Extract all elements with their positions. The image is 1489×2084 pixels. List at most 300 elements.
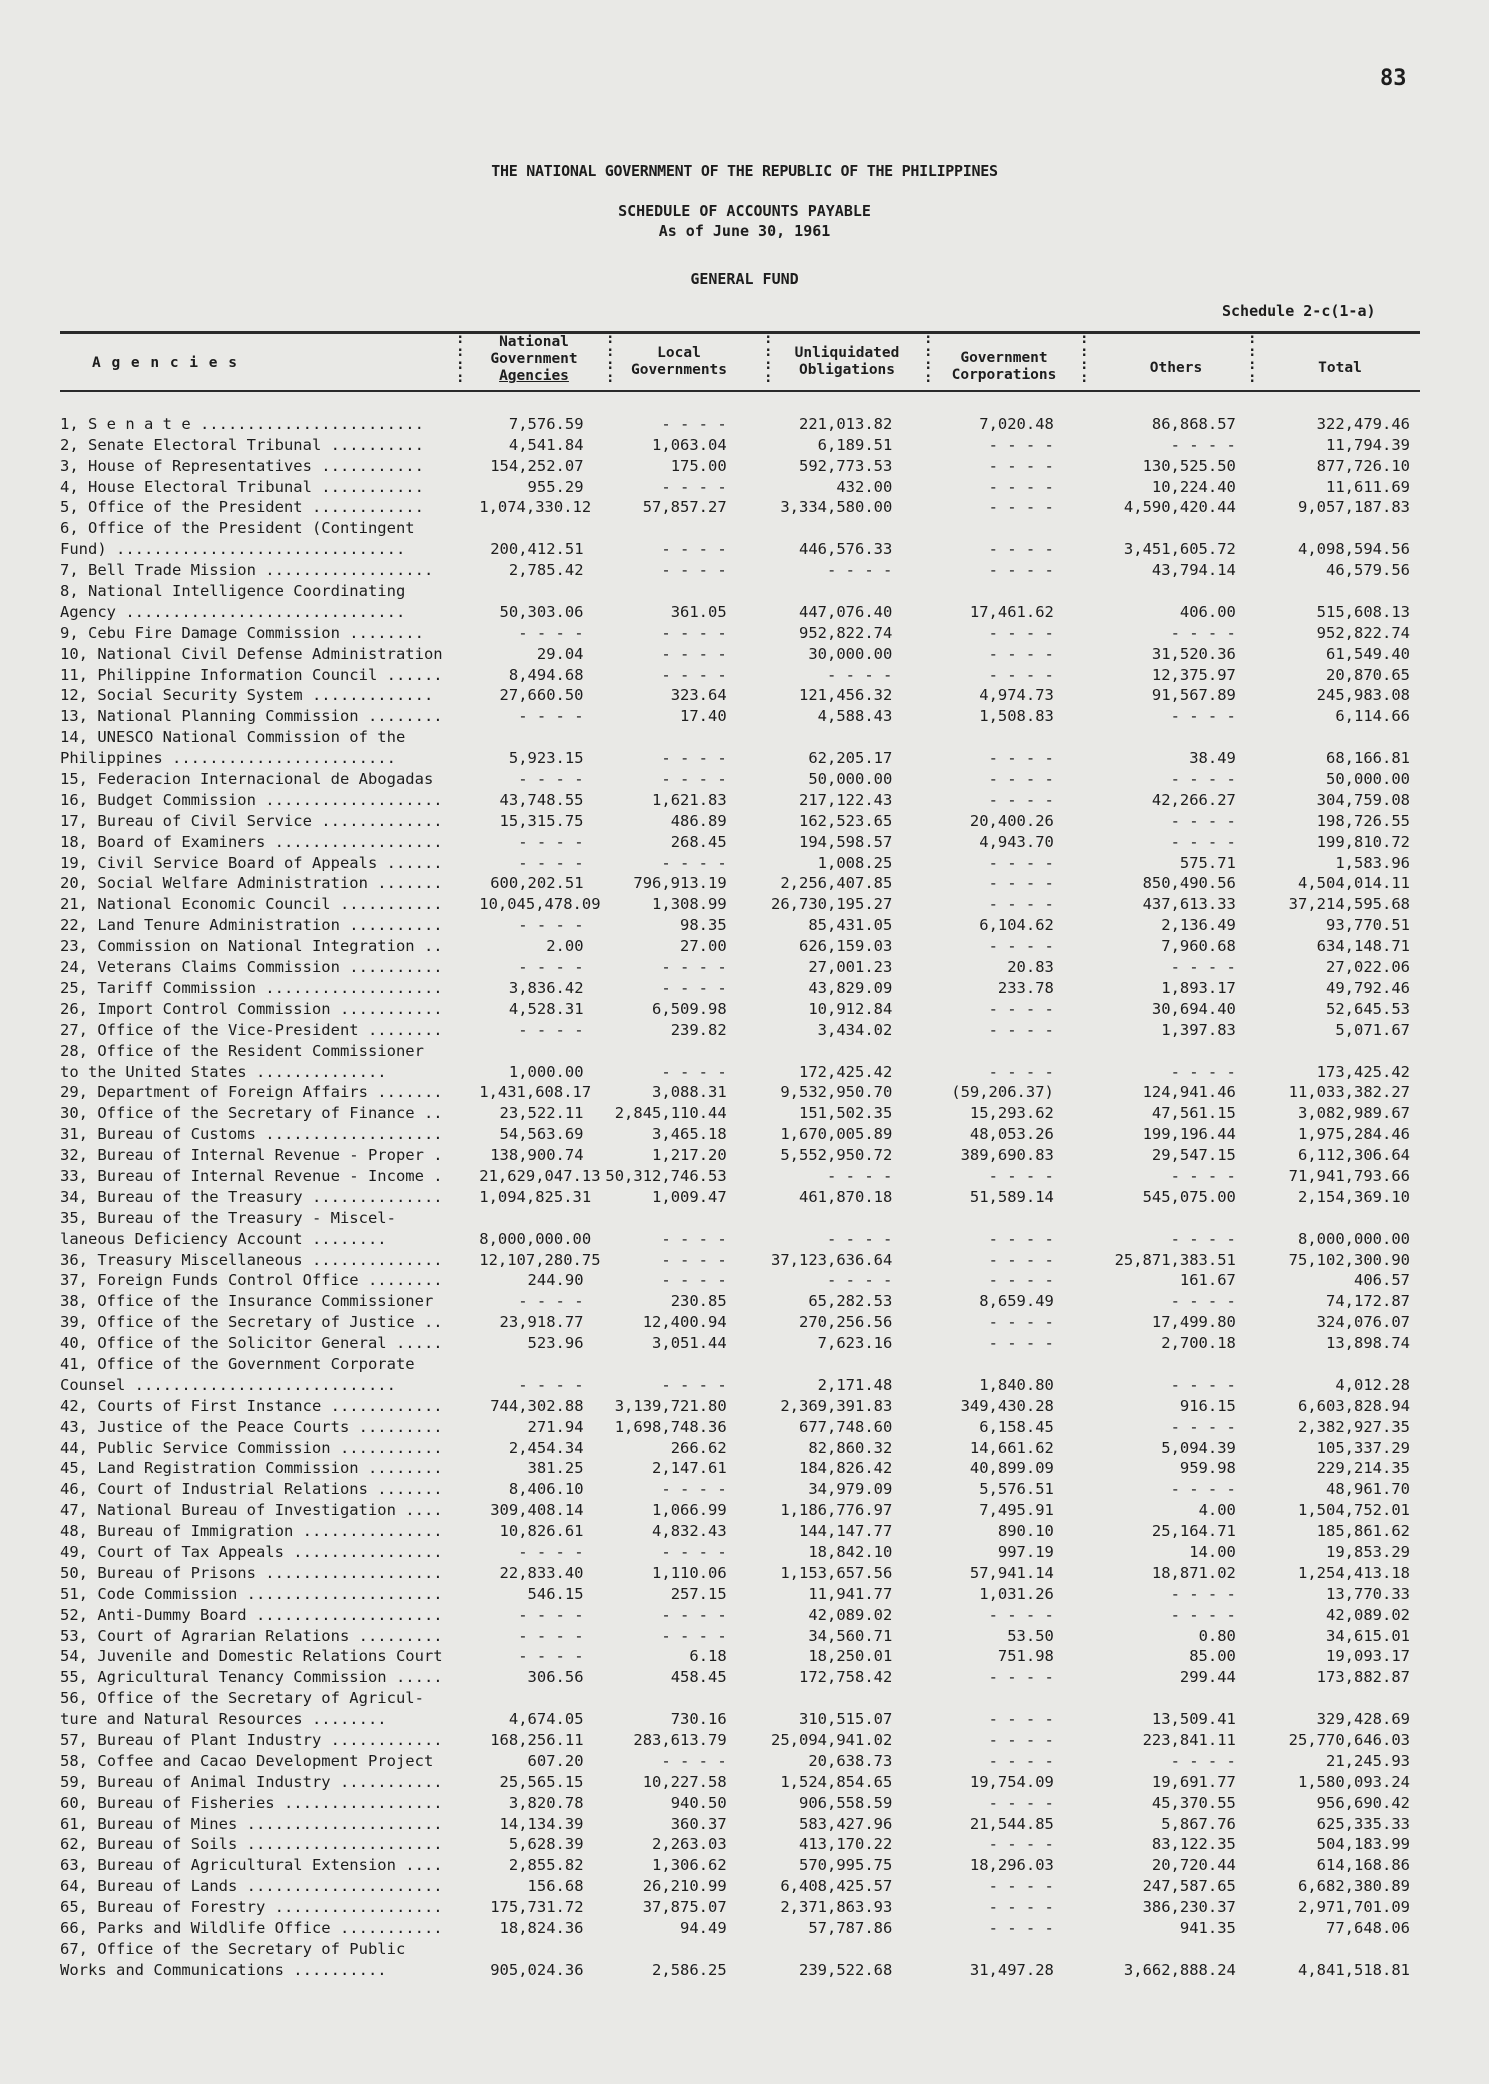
others-value (1054, 725, 1236, 746)
unliquidated-obligations-value: 952,822.74 (799, 623, 893, 642)
unliquidated-obligations-value: 62,205.17 (808, 749, 893, 768)
agency-name: 58, Coffee and Cacao Development Project (60, 1751, 434, 1770)
government-corporations-value: 4,943.70 (979, 832, 1054, 851)
table-row (60, 684, 1420, 705)
national-government-agencies-value: 138,900.74 (490, 1146, 584, 1165)
others-value: 31,520.36 (1151, 644, 1236, 663)
unliquidated-obligations-value: 34,979.09 (808, 1480, 893, 1499)
table-row (60, 1185, 1420, 1206)
others-value: - - - - (1170, 435, 1236, 454)
table-row (60, 997, 1420, 1018)
unliquidated-obligations-value: 5,552,950.72 (780, 1146, 893, 1165)
unliquidated-obligations-value: 310,515.07 (799, 1710, 893, 1729)
table-row (60, 725, 1420, 746)
agency-name: 51, Code Commission ..................... (60, 1584, 443, 1603)
total-value: 13,770.33 (1326, 1584, 1410, 1603)
national-government-agencies-value: 523.96 (527, 1334, 584, 1353)
agency-name: 14, UNESCO National Commission of the (60, 728, 406, 747)
others-value: 941.35 (1179, 1919, 1236, 1938)
government-corporations-value: - - - - (988, 644, 1054, 663)
unliquidated-obligations-value: - - - - (827, 1166, 893, 1185)
local-governments-value: 10,227.58 (642, 1772, 727, 1791)
agency-name: 57, Bureau of Plant Industry ............ (60, 1731, 443, 1749)
unliquidated-obligations-value: 6,189.51 (817, 435, 893, 454)
government-corporations-value (892, 516, 1054, 537)
others-value (1054, 516, 1236, 537)
table-row (60, 1937, 1420, 1958)
others-value: 45,370.55 (1151, 1793, 1236, 1812)
others-value: - - - - (1170, 1166, 1236, 1185)
agency-name: ture and Natural Resources ........ (60, 1710, 387, 1729)
total-value: 42,089.02 (1326, 1605, 1410, 1624)
unliquidated-obligations-value: 6,408,425.57 (780, 1877, 893, 1896)
others-value (1054, 1039, 1236, 1060)
government-corporations-value: - - - - (988, 665, 1054, 684)
total-value: 1,254,413.18 (1298, 1563, 1410, 1582)
national-government-agencies-value: 22,833.40 (499, 1563, 584, 1582)
total-value: 1,975,284.46 (1298, 1125, 1410, 1144)
unliquidated-obligations-value: 4,588.43 (817, 707, 893, 726)
local-governments-value: 27.00 (680, 937, 727, 956)
total-value: 27,022.06 (1326, 958, 1410, 977)
others-value: 406.00 (1179, 602, 1236, 621)
table-row (60, 1101, 1420, 1122)
table-row (60, 934, 1420, 955)
government-corporations-value: 7,020.48 (979, 414, 1054, 433)
unliquidated-obligations-value (727, 516, 893, 537)
total-value: 19,853.29 (1326, 1542, 1410, 1561)
agency-name: 8, National Intelligence Coordinating (60, 582, 406, 601)
agency-name: 66, Parks and Wildlife Office ........... (60, 1919, 443, 1938)
agency-name: 26, Import Control Commission ........... (60, 999, 443, 1018)
agency-name: 1, S e n a t e ........................ (60, 414, 424, 433)
others-value: 223,841.11 (1142, 1731, 1236, 1749)
others-value: - - - - (1170, 1292, 1236, 1311)
government-corporations-value: 20.83 (1007, 958, 1054, 977)
government-corporations-value: - - - - (988, 623, 1054, 642)
agency-name: 41, Office of the Government Corporate (60, 1354, 415, 1373)
others-value: 38.49 (1189, 749, 1236, 768)
agency-name: 24, Veterans Claims Commission .......... (60, 958, 443, 977)
government-corporations-value: - - - - (988, 1710, 1054, 1729)
government-corporations-value: (59,206.37) (951, 1083, 1054, 1102)
table-row (60, 1060, 1420, 1081)
total-value: 877,726.10 (1316, 456, 1410, 475)
total-value: 245,983.08 (1316, 686, 1410, 705)
national-government-agencies-value: - - - - (518, 958, 584, 977)
unliquidated-obligations-value: 570,995.75 (799, 1856, 893, 1875)
table-row (60, 1561, 1420, 1582)
others-value: - - - - (1170, 811, 1236, 830)
local-governments-value: 12,400.94 (642, 1313, 727, 1332)
total-value: 71,941,793.66 (1288, 1166, 1410, 1185)
total-value: 4,098,594.56 (1298, 540, 1410, 559)
government-corporations-value: 19,754.09 (969, 1772, 1054, 1791)
others-value: 5,867.76 (1161, 1814, 1236, 1833)
agency-name: Counsel ............................ (60, 1375, 396, 1394)
government-corporations-value (892, 725, 1054, 746)
total-value: 37,214,595.68 (1288, 895, 1410, 914)
unliquidated-obligations-value: - - - - (827, 665, 893, 684)
table-row (60, 1039, 1420, 1060)
total-value: 20,870.65 (1326, 665, 1410, 684)
total-value: 46,579.56 (1326, 561, 1410, 580)
total-value: 1,504,752.01 (1298, 1501, 1410, 1520)
table-row (60, 1707, 1420, 1728)
agency-name: 4, House Electoral Tribunal ........... (60, 477, 424, 496)
government-corporations-value: 349,430.28 (960, 1396, 1054, 1415)
table-row (60, 1833, 1420, 1854)
unliquidated-obligations-value: - - - - (827, 1271, 893, 1290)
table-row (60, 1958, 1420, 1979)
local-governments-value (584, 1686, 727, 1707)
agency-name: 20, Social Welfare Administration ....... (60, 874, 443, 893)
table-row (60, 746, 1420, 767)
unliquidated-obligations-value: 50,000.00 (808, 770, 893, 789)
government-corporations-value: 17,461.62 (969, 602, 1054, 621)
total-value: 952,822.74 (1316, 623, 1410, 642)
total-value: 105,337.29 (1316, 1438, 1410, 1457)
government-corporations-value: 389,690.83 (960, 1146, 1054, 1165)
local-governments-value: - - - - (661, 644, 727, 663)
unliquidated-obligations-value: 446,576.33 (799, 540, 893, 559)
local-governments-value: - - - - (661, 1480, 727, 1499)
unliquidated-obligations-value: 592,773.53 (799, 456, 893, 475)
national-government-agencies-value: 3,836.42 (508, 978, 584, 997)
agency-name: 48, Bureau of Immigration ............... (60, 1522, 443, 1541)
others-value: 91,567.89 (1151, 686, 1236, 705)
unliquidated-obligations-value: 1,186,776.97 (780, 1501, 893, 1520)
table-row (60, 1310, 1420, 1331)
others-value: - - - - (1170, 623, 1236, 642)
government-corporations-value: 890.10 (997, 1522, 1054, 1541)
total-value: 52,645.53 (1326, 999, 1410, 1018)
agency-name: Philippines ........................ (60, 749, 396, 768)
local-governments-value (584, 1206, 727, 1227)
local-governments-value: 257.15 (670, 1584, 727, 1603)
government-corporations-value: 21,544.85 (969, 1814, 1054, 1833)
agency-name: 9, Cebu Fire Damage Commission ........ (60, 623, 424, 642)
government-corporations-value: - - - - (988, 456, 1054, 475)
table-row (60, 1081, 1420, 1102)
total-value: 324,076.07 (1316, 1313, 1410, 1332)
table-row (60, 1812, 1420, 1833)
others-value: 916.15 (1179, 1396, 1236, 1415)
national-government-agencies-value: 50,303.06 (499, 602, 584, 621)
local-governments-value: 361.05 (670, 602, 727, 621)
local-governments-value: - - - - (661, 958, 727, 977)
local-governments-value: 50,312,746.53 (605, 1166, 727, 1185)
unliquidated-obligations-value: 65,282.53 (808, 1292, 893, 1311)
table-row (60, 1874, 1420, 1895)
others-value: - - - - (1170, 1751, 1236, 1770)
local-governments-value: 57,857.27 (642, 498, 727, 517)
national-government-agencies-value: 905,024.36 (490, 1960, 584, 1979)
agency-name: Fund) ............................... (60, 540, 406, 559)
national-government-agencies-value: 23,522.11 (499, 1104, 584, 1123)
column-separator: : : : : (606, 331, 615, 386)
national-government-agencies-value: 1,074,330.12 (479, 498, 592, 517)
table-row (60, 1122, 1420, 1143)
local-governments-value: - - - - (661, 540, 727, 559)
header-top-rule (60, 331, 1420, 334)
others-value: 42,266.27 (1151, 790, 1236, 809)
government-corporations-value: - - - - (988, 1062, 1054, 1081)
table-row (60, 600, 1420, 621)
government-corporations-value: - - - - (988, 895, 1054, 914)
national-government-agencies-value (479, 1206, 583, 1227)
total-value: 6,682,380.89 (1298, 1877, 1410, 1896)
government-corporations-value: 997.19 (997, 1542, 1054, 1561)
national-government-agencies-value: 546.15 (527, 1584, 584, 1603)
unliquidated-obligations-value: 121,456.32 (799, 686, 893, 705)
national-government-agencies-value: 1,094,825.31 (479, 1187, 592, 1206)
accounts-payable-table (60, 412, 1420, 1979)
national-government-agencies-value: - - - - (518, 770, 584, 789)
agency-name: Agency .............................. (60, 602, 406, 621)
government-corporations-value: - - - - (988, 1313, 1054, 1332)
national-government-agencies-value: - - - - (518, 1647, 584, 1666)
others-value: 25,871,383.51 (1114, 1250, 1236, 1269)
total-value: 504,183.99 (1316, 1835, 1410, 1854)
others-value: 850,490.56 (1142, 874, 1236, 893)
unliquidated-obligations-value: 2,256,407.85 (780, 874, 893, 893)
national-government-agencies-value: 10,045,478.09 (479, 895, 601, 914)
others-value: 247,587.65 (1142, 1877, 1236, 1896)
national-government-agencies-value: 10,826.61 (499, 1522, 584, 1541)
others-value: 199,196.44 (1142, 1125, 1236, 1144)
local-governments-value: 98.35 (680, 916, 727, 935)
agency-name: 12, Social Security System ............. (60, 686, 434, 705)
agency-name: 44, Public Service Commission ........... (60, 1438, 443, 1457)
local-governments-value: 175.00 (670, 456, 727, 475)
agency-name: Works and Communications .......... (60, 1960, 387, 1979)
local-governments-value: 458.45 (670, 1668, 727, 1687)
total-value: 956,690.42 (1316, 1793, 1410, 1812)
agency-name: 38, Office of the Insurance Commissioner (60, 1292, 434, 1311)
agency-name: 34, Bureau of the Treasury .............. (60, 1187, 443, 1206)
national-government-agencies-value: 4,541.84 (508, 435, 584, 454)
unliquidated-obligations-value: 1,524,854.65 (780, 1772, 893, 1791)
agency-name: 43, Justice of the Peace Courts ......... (60, 1417, 443, 1436)
unliquidated-obligations-value: 1,153,657.56 (780, 1563, 893, 1582)
local-governments-value: 486.89 (670, 811, 727, 830)
table-row (60, 412, 1420, 433)
others-value (1054, 1206, 1236, 1227)
national-government-agencies-value: 8,406.10 (508, 1480, 584, 1499)
others-value: 1,397.83 (1161, 1020, 1236, 1039)
unliquidated-obligations-value (727, 1352, 893, 1373)
others-value: 545,075.00 (1142, 1187, 1236, 1206)
table-row (60, 1269, 1420, 1290)
table-row (60, 976, 1420, 997)
others-value: 3,451,605.72 (1123, 540, 1236, 559)
table-row (60, 1436, 1420, 1457)
unliquidated-obligations-value: 34,560.71 (808, 1626, 893, 1645)
government-corporations-value: 18,296.03 (969, 1856, 1054, 1875)
others-value: - - - - (1170, 1062, 1236, 1081)
page-number: 83 (1380, 66, 1407, 91)
government-corporations-value: - - - - (988, 1731, 1054, 1749)
unliquidated-obligations-value: 3,434.02 (817, 1020, 893, 1039)
column-separator: : : : : (456, 331, 465, 386)
agency-name: 36, Treasury Miscellaneous .............. (60, 1250, 443, 1269)
table-row (60, 1352, 1420, 1373)
national-government-agencies-value: 14,134.39 (499, 1814, 584, 1833)
others-value: 5,094.39 (1161, 1438, 1236, 1457)
national-government-agencies-value: 154,252.07 (490, 456, 584, 475)
national-government-agencies-value: - - - - (518, 1626, 584, 1645)
total-value: 614,168.86 (1316, 1856, 1410, 1875)
local-governments-value: 1,306.62 (652, 1856, 727, 1875)
local-governments-value: - - - - (661, 1542, 727, 1561)
local-governments-value: 230.85 (670, 1292, 727, 1311)
government-corporations-value: - - - - (988, 1877, 1054, 1896)
national-government-agencies-value (479, 1686, 583, 1707)
national-government-agencies-value: 2,785.42 (508, 561, 584, 580)
agency-name: 64, Bureau of Lands ..................... (60, 1877, 443, 1896)
local-governments-value: 360.37 (670, 1814, 727, 1833)
unliquidated-obligations-value: 27,001.23 (808, 958, 893, 977)
national-government-agencies-value: - - - - (518, 832, 584, 851)
others-value: - - - - (1170, 1229, 1236, 1248)
agency-name: 33, Bureau of Internal Revenue - Income . (60, 1166, 443, 1185)
government-corporations-value: - - - - (988, 477, 1054, 496)
agency-name: 61, Bureau of Mines ..................... (60, 1814, 443, 1833)
total-value: 1,580,093.24 (1298, 1772, 1410, 1791)
others-value: 4.00 (1198, 1501, 1236, 1520)
unliquidated-obligations-value: 270,256.56 (799, 1313, 893, 1332)
total-value: 8,000,000.00 (1298, 1229, 1410, 1248)
column-separator: : : : : (764, 331, 773, 386)
government-corporations-value: 14,661.62 (969, 1438, 1054, 1457)
local-governments-value: - - - - (661, 665, 727, 684)
local-governments-value: - - - - (661, 561, 727, 580)
agency-name: to the United States .............. (60, 1062, 387, 1081)
total-value (1236, 1206, 1420, 1227)
national-government-agencies-value: 4,528.31 (508, 999, 584, 1018)
others-value: 13,509.41 (1151, 1710, 1236, 1729)
national-government-agencies-value: 955.29 (527, 477, 584, 496)
national-government-agencies-value: 2,454.34 (508, 1438, 584, 1457)
government-corporations-value: 48,053.26 (969, 1125, 1054, 1144)
table-row (60, 1143, 1420, 1164)
government-corporations-value (892, 1686, 1054, 1707)
agency-name: 2, Senate Electoral Tribunal .......... (60, 435, 424, 454)
others-value: 25,164.71 (1151, 1522, 1236, 1541)
unliquidated-obligations-value: 11,941.77 (808, 1584, 893, 1603)
government-corporations-value (892, 579, 1054, 600)
unliquidated-obligations-value: 20,638.73 (808, 1751, 893, 1770)
total-value: 50,000.00 (1326, 770, 1410, 789)
government-corporations-value (892, 1937, 1054, 1958)
agency-name: 16, Budget Commission ................... (60, 790, 443, 809)
agency-name: 29, Department of Foreign Affairs ....... (60, 1083, 443, 1102)
unliquidated-obligations-value: 221,013.82 (799, 414, 893, 433)
agency-name: 31, Bureau of Customs ................... (60, 1125, 443, 1144)
total-value: 75,102,300.90 (1288, 1250, 1410, 1269)
table-row (60, 1164, 1420, 1185)
agency-name: 46, Court of Industrial Relations ....... (60, 1480, 443, 1499)
table-row (60, 1645, 1420, 1666)
national-government-agencies-value: 29.04 (536, 644, 584, 663)
agency-name: 27, Office of the Vice-President ........ (60, 1020, 443, 1039)
total-value: 93,770.51 (1326, 916, 1410, 935)
agency-name: 65, Bureau of Forestry .................. (60, 1898, 443, 1917)
column-separator: : : : : (1080, 331, 1089, 386)
table-row (60, 809, 1420, 830)
local-governments-value: - - - - (661, 1751, 727, 1770)
table-row (60, 1477, 1420, 1498)
agency-name: 30, Office of the Secretary of Finance .. (60, 1104, 443, 1123)
national-government-agencies-value: 200,412.51 (490, 540, 584, 559)
others-value: 161.67 (1179, 1271, 1236, 1290)
government-corporations-value: - - - - (988, 1668, 1054, 1687)
header-national-line1: National (499, 334, 569, 350)
unliquidated-obligations-value: 432.00 (836, 477, 893, 496)
government-corporations-value: 4,974.73 (979, 686, 1054, 705)
total-value (1236, 1937, 1420, 1958)
local-governments-value: - - - - (661, 623, 727, 642)
table-row (60, 579, 1420, 600)
national-government-agencies-value: - - - - (518, 853, 584, 872)
table-row (60, 1540, 1420, 1561)
as-of-date: As of June 30, 1961 (658, 222, 831, 240)
national-government-agencies-value: 600,202.51 (490, 874, 584, 893)
agency-name: 22, Land Tenure Administration .......... (60, 916, 443, 935)
schedule-label: Schedule 2-c(1-a) (1222, 302, 1376, 320)
local-governments-value: 26,210.99 (642, 1877, 727, 1896)
header-local-line1: Local (657, 345, 701, 361)
table-row (60, 1728, 1420, 1749)
table-row (60, 433, 1420, 454)
local-governments-value (584, 1039, 727, 1060)
unliquidated-obligations-value: - - - - (827, 1229, 893, 1248)
others-value: 18,871.02 (1151, 1563, 1236, 1582)
others-value: 4,590,420.44 (1123, 498, 1236, 517)
government-corporations-value: - - - - (988, 1166, 1054, 1185)
government-corporations-value: - - - - (988, 1250, 1054, 1269)
government-corporations-value: - - - - (988, 1793, 1054, 1812)
national-government-agencies-value: 744,302.88 (490, 1396, 584, 1415)
total-value: 11,611.69 (1326, 477, 1410, 496)
national-government-agencies-value: - - - - (518, 1020, 584, 1039)
unliquidated-obligations-value: 26,730,195.27 (771, 895, 893, 914)
unliquidated-obligations-value: 2,369,391.83 (780, 1396, 893, 1415)
government-corporations-value: - - - - (988, 937, 1054, 956)
header-bottom-rule (60, 390, 1420, 392)
local-governments-value: 940.50 (670, 1793, 727, 1812)
unliquidated-obligations-value (727, 1937, 893, 1958)
others-value: - - - - (1170, 770, 1236, 789)
national-government-agencies-value: - - - - (518, 623, 584, 642)
local-governments-value: - - - - (661, 1062, 727, 1081)
table-row (60, 913, 1420, 934)
national-government-agencies-value: - - - - (518, 1605, 584, 1624)
table-row (60, 1457, 1420, 1478)
total-value: 304,759.08 (1316, 790, 1410, 809)
local-governments-value: 3,051.44 (652, 1334, 727, 1353)
unliquidated-obligations-value: 10,912.84 (808, 999, 893, 1018)
header-unliquidated-line2: Obligations (798, 362, 896, 378)
government-corporations-value: 20,400.26 (969, 811, 1054, 830)
header-government-corporations (934, 350, 1074, 384)
agency-name: 62, Bureau of Soils ..................... (60, 1835, 443, 1854)
unliquidated-obligations-value: 677,748.60 (799, 1417, 893, 1436)
government-corporations-value: - - - - (988, 1229, 1054, 1248)
unliquidated-obligations-value (727, 1039, 893, 1060)
local-governments-value: - - - - (661, 749, 727, 768)
